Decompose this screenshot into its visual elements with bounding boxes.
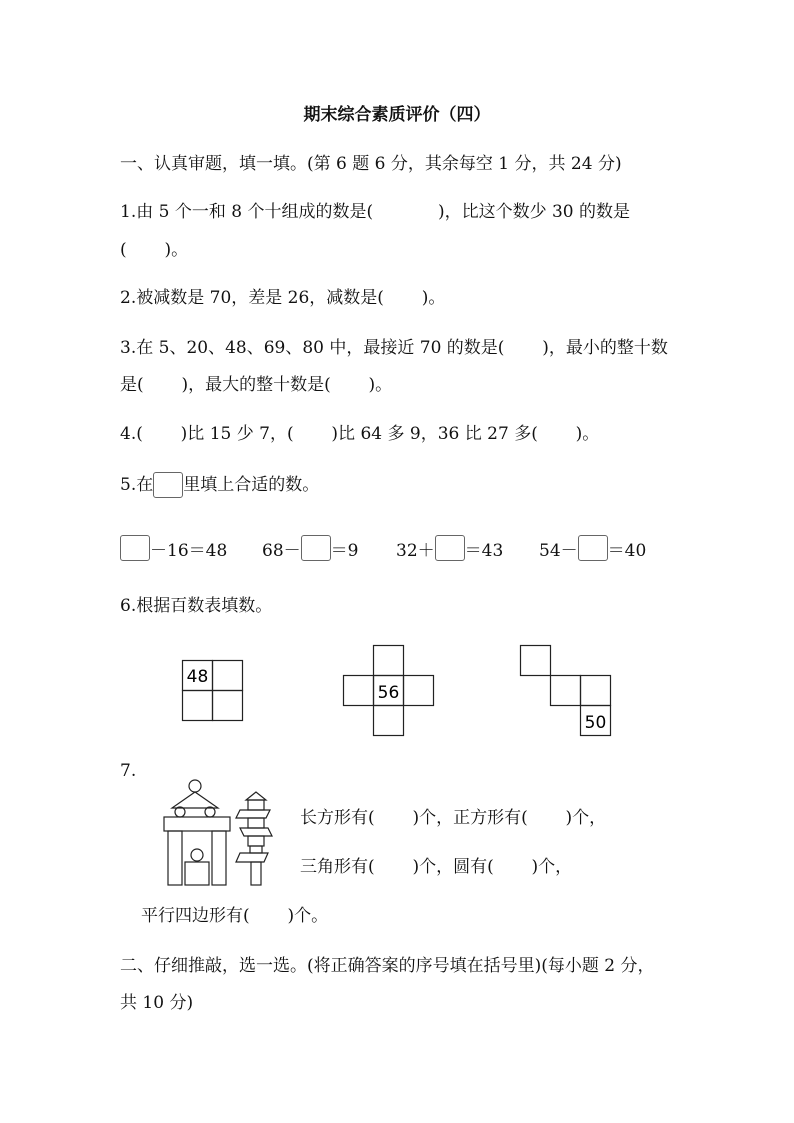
circle-shape	[191, 849, 203, 861]
grid-cell	[551, 676, 581, 706]
question-5-instruction	[120, 472, 319, 498]
grid-cell	[581, 676, 611, 706]
rectangle-shape	[251, 862, 261, 885]
question-5-prefix: 5.在	[120, 474, 154, 495]
building-blocks-picture	[160, 778, 275, 888]
square-shape	[248, 800, 264, 810]
square-shape	[248, 836, 264, 846]
equation-4-left: 54－	[539, 540, 578, 561]
equation-4	[539, 535, 646, 561]
equation-2	[262, 535, 358, 561]
grid-number: 50	[584, 713, 607, 733]
grid-cell	[344, 676, 374, 706]
equation-4-right: ＝40	[607, 540, 647, 561]
equation-2-right: ＝9	[330, 540, 359, 561]
equation-3-left: 32＋	[396, 540, 435, 561]
grid-cell	[404, 676, 434, 706]
grid-cell	[521, 646, 551, 676]
grid-cell	[374, 706, 404, 736]
question-7-line3: 平行四边形有( )个。	[141, 906, 329, 926]
section2-heading-line2: 共 10 分)	[120, 993, 194, 1013]
grid-cell	[183, 691, 213, 721]
answer-box-1[interactable]	[120, 535, 150, 561]
equation-1-right: －16＝48	[150, 540, 228, 561]
hundred-chart-grid-cross	[343, 645, 436, 738]
section1-heading: 一、认真审题，填一填。(第 6 题 6 分，其余每空 1 分，共 24 分)	[120, 154, 622, 174]
rectangle-shape	[250, 846, 262, 853]
triangle-shape	[172, 792, 218, 808]
question-7-line2: 三角形有( )个，圆有( )个，	[300, 857, 573, 877]
parallelogram-shape	[236, 853, 268, 862]
grid-cell	[213, 691, 243, 721]
answer-box-sample	[153, 472, 183, 498]
question-2: 2.被减数是 70，差是 26，减数是( )。	[120, 288, 446, 308]
question-7-line1: 长方形有( )个，正方形有( )个，	[300, 808, 607, 828]
question-4: 4.( )比 15 少 7，( )比 64 多 9，36 比 27 多( )。	[120, 424, 600, 444]
question-1-line1: 1.由 5 个一和 8 个十组成的数是( )，比这个数少 30 的数是	[120, 202, 631, 222]
question-6: 6.根据百数表填数。	[120, 596, 273, 616]
grid-number: 48	[186, 667, 209, 687]
answer-box-3[interactable]	[435, 535, 465, 561]
question-1-line2: ( )。	[120, 240, 189, 260]
parallelogram-shape	[240, 828, 272, 836]
hundred-chart-grid-staircase	[520, 645, 613, 738]
equation-1	[120, 535, 227, 561]
square-shape	[248, 818, 264, 828]
rectangle-shape	[164, 817, 230, 831]
question-5-suffix: 里填上合适的数。	[183, 474, 320, 495]
section2-heading-line1: 二、仔细推敲，选一选。(将正确答案的序号填在括号里)(每小题 2 分，	[120, 956, 655, 976]
grid-cell	[213, 661, 243, 691]
equation-3-right: ＝43	[464, 540, 504, 561]
question-7-label: 7.	[120, 761, 137, 781]
hundred-chart-grid-square	[182, 660, 244, 722]
answer-box-4[interactable]	[578, 535, 608, 561]
circle-shape	[189, 780, 201, 792]
question-3-line1: 3.在 5、20、48、69、80 中，最接近 70 的数是( )，最小的整十数	[120, 338, 668, 358]
rectangle-shape	[168, 831, 182, 885]
page-title: 期末综合素质评价（四）	[303, 105, 491, 125]
rectangle-shape	[212, 831, 226, 885]
grid-number: 56	[377, 683, 400, 703]
equation-2-left: 68－	[262, 540, 301, 561]
equation-3	[396, 535, 503, 561]
grid-cell	[374, 646, 404, 676]
answer-box-2[interactable]	[301, 535, 331, 561]
square-shape	[185, 862, 209, 885]
question-3-line2: 是( )，最大的整十数是( )。	[120, 375, 393, 395]
parallelogram-shape	[236, 810, 270, 818]
triangle-shape	[246, 792, 266, 800]
